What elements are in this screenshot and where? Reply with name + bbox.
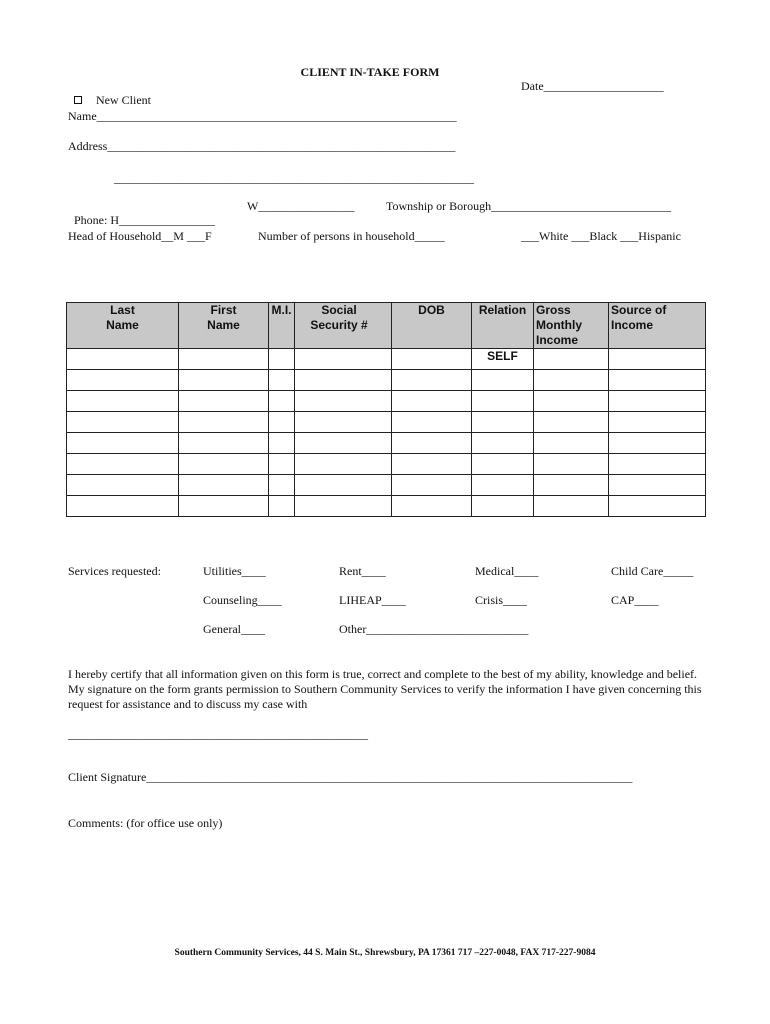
cell-ssn[interactable] <box>295 475 392 496</box>
cell-last-name[interactable] <box>67 349 179 370</box>
phone-home-field[interactable]: H________________ <box>107 213 216 227</box>
col-header-relation <box>472 303 534 349</box>
cell-dob[interactable] <box>392 454 472 475</box>
cell-gross-income[interactable] <box>534 391 609 412</box>
cell-relation[interactable] <box>472 475 534 496</box>
table-row <box>67 475 706 496</box>
cell-ssn[interactable] <box>295 391 392 412</box>
cell-dob[interactable] <box>392 391 472 412</box>
cell-dob[interactable] <box>392 475 472 496</box>
cell-mi[interactable] <box>269 475 295 496</box>
persons-in-household-field[interactable]: Number of persons in household_____ <box>258 229 445 243</box>
cell-mi[interactable] <box>269 454 295 475</box>
cell-gross-income[interactable] <box>534 433 609 454</box>
cell-gross-income[interactable] <box>534 412 609 433</box>
cell-last-name[interactable] <box>67 391 179 412</box>
address-line-2[interactable]: ____________________________________________________________ <box>114 171 474 185</box>
cell-relation[interactable] <box>472 433 534 454</box>
cell-last-name[interactable] <box>67 433 179 454</box>
cell-last-name[interactable] <box>67 496 179 517</box>
race-field[interactable]: ___White ___Black ___Hispanic <box>521 229 681 243</box>
cell-relation[interactable] <box>472 391 534 412</box>
service-child-care[interactable]: Child Care_____ <box>611 564 694 578</box>
form-title: CLIENT IN-TAKE FORM <box>300 65 440 79</box>
cell-dob[interactable] <box>392 412 472 433</box>
cell-mi[interactable] <box>269 370 295 391</box>
table-row <box>67 349 706 370</box>
cell-ssn[interactable] <box>295 454 392 475</box>
cell-first-name[interactable] <box>179 349 269 370</box>
service-counseling[interactable]: Counseling____ <box>203 593 282 607</box>
table-row <box>67 412 706 433</box>
household-members-table <box>66 302 706 517</box>
col-header-last-name <box>67 303 179 349</box>
cell-relation[interactable] <box>472 496 534 517</box>
cell-source-income[interactable] <box>609 496 706 517</box>
new-client-label: New Client <box>96 93 151 107</box>
cell-relation-self: SELF <box>472 349 534 370</box>
cell-source-income[interactable] <box>609 370 706 391</box>
col-header-text: First Name <box>207 303 240 332</box>
service-other[interactable]: Other___________________________ <box>339 622 529 636</box>
phone-label: Phone: <box>74 213 108 227</box>
col-header-first-name <box>179 303 269 349</box>
cell-dob[interactable] <box>392 349 472 370</box>
cell-source-income[interactable] <box>609 412 706 433</box>
cell-first-name[interactable] <box>179 412 269 433</box>
services-label: Services requested: <box>68 564 161 578</box>
address-field[interactable]: Address__________________________________________________________ <box>68 139 456 153</box>
cell-first-name[interactable] <box>179 370 269 391</box>
table-header-row <box>67 303 706 349</box>
cell-last-name[interactable] <box>67 412 179 433</box>
cell-last-name[interactable] <box>67 475 179 496</box>
cell-relation[interactable] <box>472 412 534 433</box>
cell-mi[interactable] <box>269 412 295 433</box>
table-row <box>67 496 706 517</box>
cell-ssn[interactable] <box>295 412 392 433</box>
cell-gross-income[interactable] <box>534 454 609 475</box>
name-field[interactable]: Name____________________________________________________________ <box>68 109 457 123</box>
date-field[interactable]: Date____________________ <box>521 79 664 93</box>
cell-gross-income[interactable] <box>534 370 609 391</box>
cell-first-name[interactable] <box>179 496 269 517</box>
cell-first-name[interactable] <box>179 454 269 475</box>
cell-mi[interactable] <box>269 433 295 454</box>
service-rent[interactable]: Rent____ <box>339 564 386 578</box>
cell-relation[interactable] <box>472 370 534 391</box>
cell-ssn[interactable] <box>295 496 392 517</box>
cell-last-name[interactable] <box>67 454 179 475</box>
cell-gross-income[interactable] <box>534 475 609 496</box>
cell-mi[interactable] <box>269 349 295 370</box>
cell-gross-income[interactable] <box>534 496 609 517</box>
discuss-with-line[interactable]: __________________________________________________ <box>68 727 368 741</box>
cell-dob[interactable] <box>392 370 472 391</box>
footer-address: Southern Community Services, 44 S. Main St., Shrewsbury, PA 17361 717 –227-0048, FAX 717-227-9084 <box>174 948 596 958</box>
cell-mi[interactable] <box>269 496 295 517</box>
client-signature-field[interactable]: Client Signature_________________________________________________________________________________ <box>68 770 633 784</box>
col-header-text: Gross Monthly Income <box>536 303 582 347</box>
cell-mi[interactable] <box>269 391 295 412</box>
comments-label: Comments: (for office use only) <box>68 816 223 830</box>
col-header-text: M.I. <box>271 303 292 317</box>
service-liheap[interactable]: LIHEAP____ <box>339 593 406 607</box>
col-header-text: Relation <box>478 303 527 317</box>
cell-source-income[interactable] <box>609 349 706 370</box>
phone-work-field[interactable]: W________________ <box>247 199 355 213</box>
cell-first-name[interactable] <box>179 433 269 454</box>
table-row <box>67 370 706 391</box>
col-header-text: Source of Income <box>611 303 667 332</box>
cell-ssn[interactable] <box>295 370 392 391</box>
cell-last-name[interactable] <box>67 370 179 391</box>
service-crisis[interactable]: Crisis____ <box>475 593 528 607</box>
cell-ssn[interactable] <box>295 433 392 454</box>
table-row <box>67 433 706 454</box>
table-row <box>67 391 706 412</box>
cell-source-income[interactable] <box>609 433 706 454</box>
cell-first-name[interactable] <box>179 391 269 412</box>
cell-dob[interactable] <box>392 496 472 517</box>
cell-ssn[interactable] <box>295 349 392 370</box>
table-row <box>67 454 706 475</box>
col-header-ssn <box>295 303 392 349</box>
new-client-checkbox[interactable] <box>74 96 82 104</box>
cell-gross-income[interactable] <box>534 349 609 370</box>
township-field[interactable]: Township or Borough______________________________ <box>386 199 672 213</box>
phone-row <box>68 199 215 227</box>
col-header-text: Social Security # <box>310 303 368 332</box>
cell-first-name[interactable] <box>179 475 269 496</box>
head-of-household-field[interactable]: Head of Household__M ___F <box>68 229 212 243</box>
service-cap[interactable]: CAP____ <box>611 593 659 607</box>
col-header-gross-income <box>534 303 609 349</box>
new-client-row <box>68 79 151 107</box>
cell-source-income[interactable] <box>609 454 706 475</box>
col-header-dob <box>392 303 472 349</box>
certification-text: I hereby certify that all information given on this form is true, correct and complete to the best of my ability, knowledge and belief. My signature on the form grants permission to Southern Community Services to verify the information I have given concerning this request for assistance and to discuss my case with <box>68 667 702 711</box>
cell-dob[interactable] <box>392 433 472 454</box>
service-utilities[interactable]: Utilities____ <box>203 564 266 578</box>
cell-relation[interactable] <box>472 454 534 475</box>
col-header-source-income <box>609 303 706 349</box>
col-header-text: DOB <box>418 303 445 317</box>
service-medical[interactable]: Medical____ <box>475 564 539 578</box>
cell-source-income[interactable] <box>609 391 706 412</box>
service-general[interactable]: General____ <box>203 622 265 636</box>
col-header-text: Last Name <box>106 303 139 332</box>
col-header-mi <box>269 303 295 349</box>
cell-source-income[interactable] <box>609 475 706 496</box>
